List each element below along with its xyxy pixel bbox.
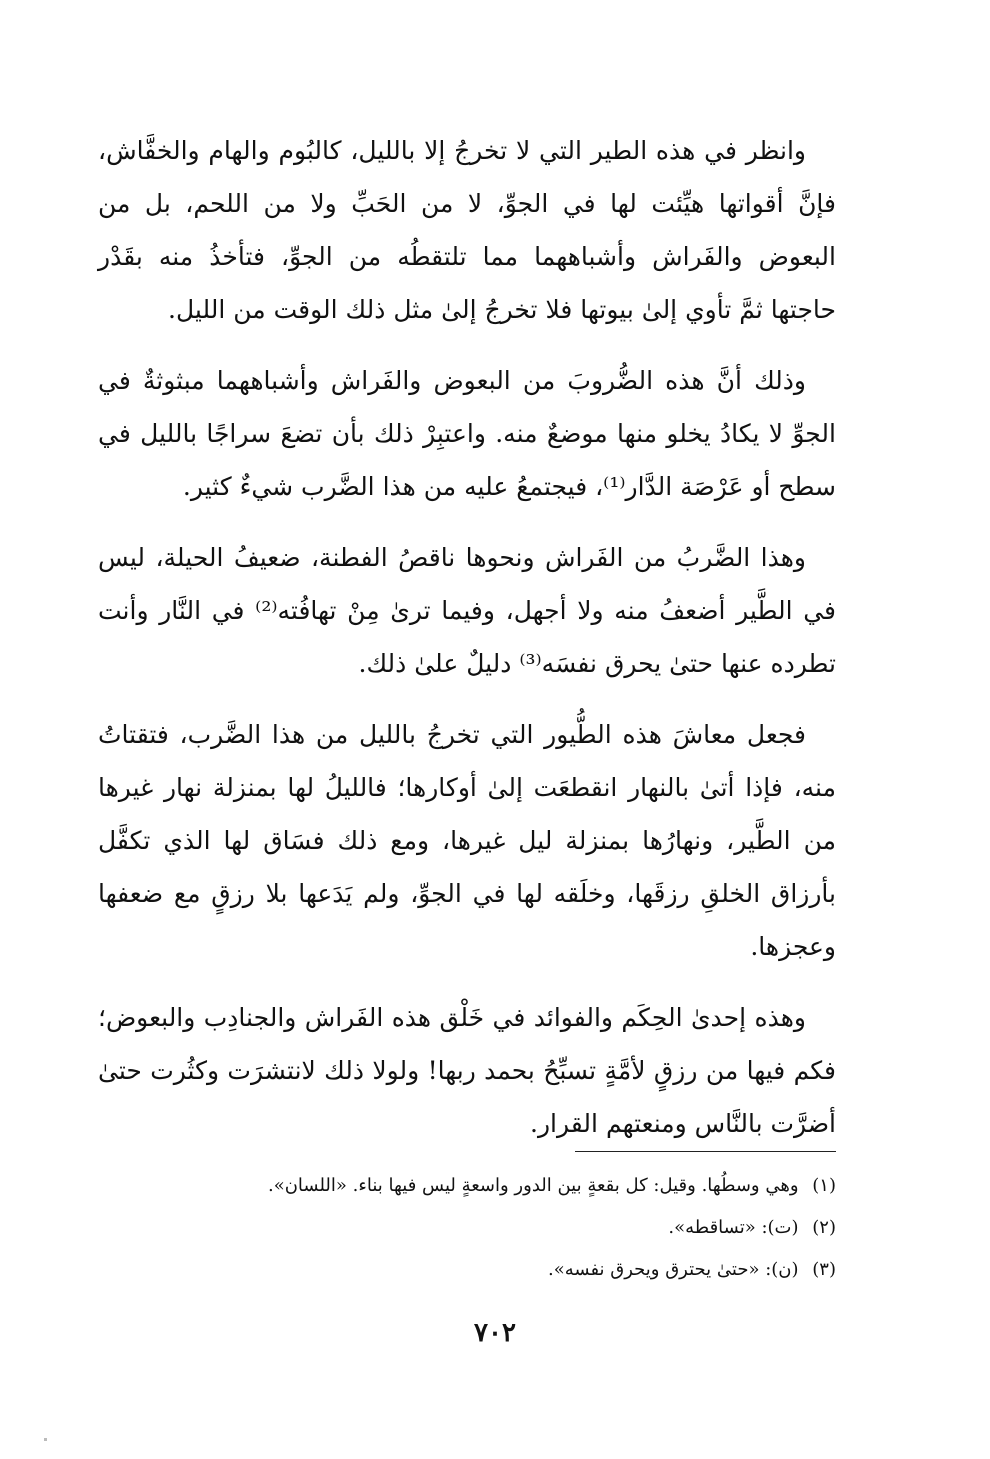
footnote-number: (٢) (812, 1217, 836, 1238)
footnote-separator (575, 1151, 836, 1152)
footnote-text: وهي وسطُها. وقيل: كل بقعةٍ بين الدور واسعةٍ ليس فيها بناء. «اللسان». (267, 1175, 799, 1196)
paragraph-5: وهذه إحدىٰ الحِكَم والفوائد في خَلْق هذه الفَراش والجنادِب والبعوض؛ فكم فيها من رزقٍ لأمَّةٍ تسبِّحُ بحمد ربها! ولولا ذلك لانتشرَت وكثُرت حتىٰ أضرَّت بالنَّاس ومنعتهم القرار. (98, 1003, 836, 1138)
paragraph-4: فجعل معاشَ هذه الطُّيور التي تخرجُ بالليل من هذا الضَّرب، فتقتاتُ منه، فإذا أتىٰ بالنهار انقطعَت إلىٰ أوكارها؛ فالليلُ لها بمنزلة نهار غيرها من الطَّير، ونهارُها بمنزلة ليل غيرها، ومع ذلك فسَاق لها الذي تكفَّل بأرزاق الخلقِ رزقَها، وخلَقه لها في الجوِّ، ولم يَدَعها بلا رزقٍ مع ضعفها وعجزها. (98, 720, 836, 961)
paragraph-2: وذلك أنَّ هذه الضُّروبَ من البعوض والفَراش وأشباههما مبثوثةٌ في الجوِّ لا يكادُ يخلو منها موضعٌ منه. واعتبِرْ ذلك بأن تضعَ سراجًا بالليل في سطح أو عَرْصَة الدَّار⁽¹⁾، فيجتمعُ عليه من هذا الضَّرب شيءٌ كثير. (98, 366, 836, 501)
footnote-text: (ن): «حتىٰ يحترق ويحرق نفسه». (548, 1259, 799, 1280)
footnote-text: (ت): «تساقطه». (668, 1217, 799, 1238)
footnotes (98, 1168, 836, 1294)
paragraph-1: وانظر في هذه الطير التي لا تخرجُ إلا بالليل، كالبُوم والهام والخفَّاش، فإنَّ أقواتها هيِّئت لها في الجوِّ، لا من الحَبِّ ولا من اللحم، بل من البعوض والفَراش وأشباههما مما تلتقطُه من الجوِّ، فتأخذُ منه بقَدْر حاجتها ثمَّ تأوي إلىٰ بيوتها فلا تخرجُ إلىٰ مثل ذلك الوقت من الليل. (98, 136, 836, 324)
footnote-number: (١) (812, 1175, 836, 1196)
main-text (98, 124, 836, 1168)
footnote-number: (٣) (812, 1259, 836, 1280)
paragraph-3: وهذا الضَّربُ من الفَراش ونحوها ناقصُ الفطنة، ضعيفُ الحيلة، ليس في الطَّير أضعفُ منه ولا أجهل، وفيما ترىٰ مِنْ تهافُته⁽²⁾ في النَّار وأنت تطرده عنها حتىٰ يحرق نفسَه⁽³⁾ دليلٌ علىٰ ذلك. (98, 543, 836, 678)
page-number: ٧٠٢ (474, 1318, 516, 1348)
footnote-2 (98, 1210, 836, 1245)
scan-speck (44, 1438, 47, 1441)
footnote-1 (98, 1168, 836, 1203)
footnote-3 (98, 1252, 836, 1287)
